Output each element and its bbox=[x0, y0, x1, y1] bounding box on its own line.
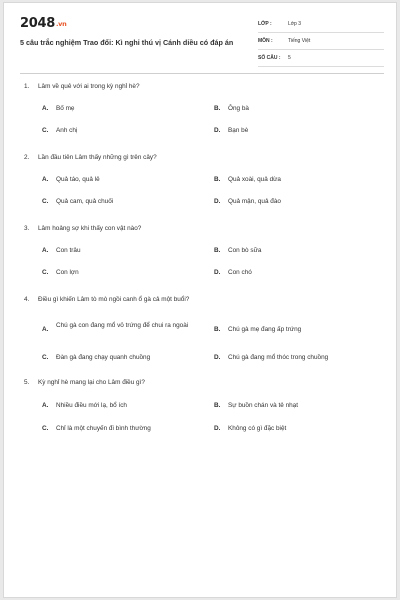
meta-value: Tiếng Việt bbox=[288, 38, 311, 44]
option-text: Con lợn bbox=[56, 269, 79, 276]
question-number: 2. bbox=[24, 154, 30, 161]
meta-row-subject bbox=[258, 35, 384, 50]
logo-suffix: .vn bbox=[55, 20, 67, 28]
option-text: Sự buồn chán và tẻ nhạt bbox=[228, 402, 299, 409]
question-text: Kỳ nghỉ hè mang lại cho Lâm điều gì? bbox=[38, 379, 145, 386]
option-text: Quả cam, quả chuối bbox=[56, 198, 114, 205]
logo-text: 2048 bbox=[20, 16, 55, 31]
question-4 bbox=[24, 294, 380, 369]
question-5 bbox=[24, 377, 380, 437]
question-stem bbox=[24, 294, 380, 306]
option-text: Con trâu bbox=[56, 247, 81, 254]
option-letter: B. bbox=[214, 105, 221, 112]
meta-table bbox=[258, 18, 384, 69]
option-text: Đàn gà đang chạy quanh chuồng bbox=[56, 354, 151, 361]
option-text: Chú gà đang mổ thóc trong chuồng bbox=[228, 354, 329, 361]
question-number: 1. bbox=[24, 83, 30, 90]
option-text: Chú gà con đang mổ vỏ trứng để chui ra ngoài bbox=[56, 322, 189, 329]
option-letter: B. bbox=[214, 326, 221, 333]
meta-row-grade bbox=[258, 18, 384, 33]
option-text: Bố mẹ bbox=[56, 105, 75, 112]
option-letter: C. bbox=[42, 354, 49, 361]
option-text: Chú gà mẹ đang ấp trứng bbox=[228, 326, 302, 333]
question-2 bbox=[24, 152, 380, 212]
question-stem bbox=[24, 81, 380, 93]
option-text: Con bò sữa bbox=[228, 247, 262, 254]
option-letter: A. bbox=[42, 176, 49, 183]
meta-key: MÔN : bbox=[258, 38, 273, 44]
question-stem bbox=[24, 223, 380, 235]
meta-row-count bbox=[258, 52, 384, 67]
question-text: Lâm về quê với ai trong kỳ nghỉ hè? bbox=[38, 83, 140, 90]
site-logo[interactable] bbox=[20, 16, 66, 31]
question-stem bbox=[24, 377, 380, 389]
option-letter: A. bbox=[42, 326, 49, 333]
option-letter: D. bbox=[214, 425, 221, 432]
option-text: Nhiều điều mới lạ, bổ ích bbox=[56, 402, 127, 409]
header bbox=[20, 16, 384, 68]
option-text: Không có gì đặc biệt bbox=[228, 425, 287, 432]
option-letter: B. bbox=[214, 402, 221, 409]
option-text: Con chó bbox=[228, 269, 252, 276]
option-text: Anh chị bbox=[56, 127, 78, 134]
question-stem bbox=[24, 152, 380, 164]
question-number: 3. bbox=[24, 225, 30, 232]
option-text: Ông bà bbox=[228, 105, 249, 112]
meta-key: LỚP : bbox=[258, 21, 272, 27]
option-letter: D. bbox=[214, 198, 221, 205]
option-letter: B. bbox=[214, 247, 221, 254]
meta-key: SỐ CÂU : bbox=[258, 55, 281, 61]
question-number: 5. bbox=[24, 379, 30, 386]
question-1 bbox=[24, 81, 380, 141]
question-text: Điều gì khiến Lâm tò mò ngồi canh ổ gà cả một buổi? bbox=[38, 296, 190, 303]
question-number: 4. bbox=[24, 296, 30, 303]
option-text: Quả xoài, quả dừa bbox=[228, 176, 281, 183]
question-text: Lâm hoảng sợ khi thấy con vật nào? bbox=[38, 225, 142, 232]
meta-value: Lớp 3 bbox=[288, 21, 302, 27]
option-letter: C. bbox=[42, 127, 49, 134]
option-text: Quả mận, quả đào bbox=[228, 198, 281, 205]
meta-value: 5 bbox=[288, 55, 291, 61]
option-text: Bạn bè bbox=[228, 127, 249, 134]
question-3 bbox=[24, 223, 380, 283]
document-title: 5 câu trắc nghiệm Trao đổi: Kì nghỉ thú vị Cánh diều có đáp án bbox=[20, 38, 234, 47]
option-letter: A. bbox=[42, 402, 49, 409]
question-text: Lần đầu tiên Lâm thấy những gì trên cây? bbox=[38, 154, 157, 161]
option-text: Quả táo, quả lê bbox=[56, 176, 100, 183]
header-divider bbox=[20, 73, 384, 74]
option-text: Chỉ là một chuyến đi bình thường bbox=[56, 425, 151, 432]
option-letter: B. bbox=[214, 176, 221, 183]
option-letter: A. bbox=[42, 247, 49, 254]
option-letter: D. bbox=[214, 127, 221, 134]
option-letter: C. bbox=[42, 269, 49, 276]
option-letter: A. bbox=[42, 105, 49, 112]
document-page bbox=[3, 2, 397, 598]
option-letter: D. bbox=[214, 354, 221, 361]
option-letter: C. bbox=[42, 198, 49, 205]
option-letter: D. bbox=[214, 269, 221, 276]
option-letter: C. bbox=[42, 425, 49, 432]
option-a[interactable] bbox=[42, 320, 212, 342]
